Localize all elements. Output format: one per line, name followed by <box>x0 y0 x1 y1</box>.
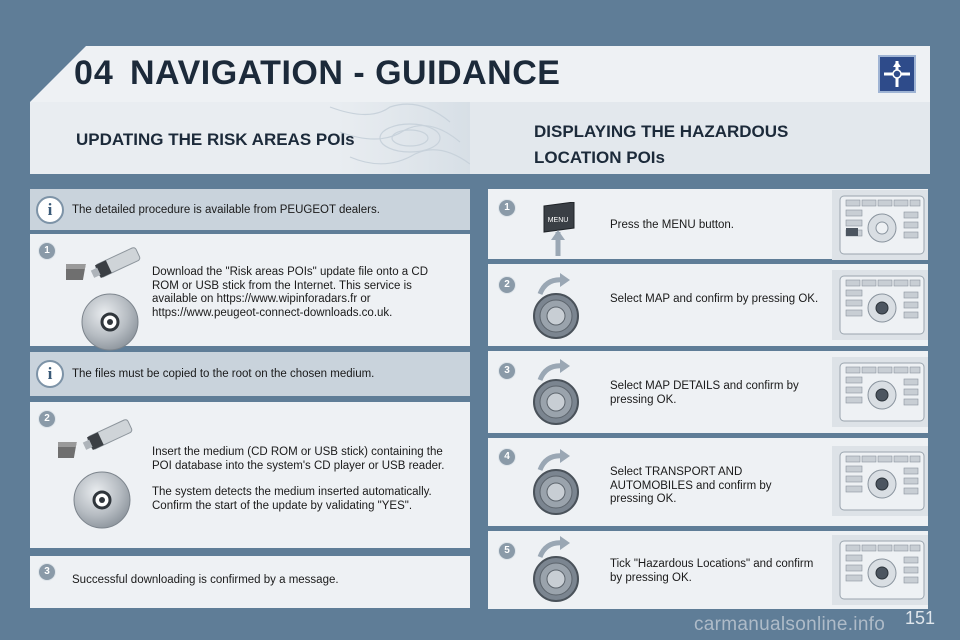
step-text: Select TRANSPORT AND AUTOMOBILES and confirm by pressing OK. <box>610 466 772 505</box>
step-text: Insert the medium (CD ROM or USB stick) containing the POI database into the system's CD player or USB reader. <box>152 446 445 472</box>
step-badge: 5 <box>498 542 516 560</box>
step-badge: 1 <box>498 199 516 217</box>
step-text: Select MAP DETAILS and confirm by pressing OK. <box>610 380 799 406</box>
audio-panel-icon <box>832 357 928 427</box>
info-icon: i <box>36 360 64 388</box>
info-text: The detailed procedure is available from PEUGEOT dealers. <box>72 204 380 216</box>
info-icon: i <box>36 196 64 224</box>
step-badge: 3 <box>498 362 516 380</box>
step-text: Press the MENU button. <box>610 219 734 231</box>
cd-disc-icon <box>70 468 134 537</box>
cd-disc-icon <box>78 290 142 359</box>
step-badge: 2 <box>38 410 56 428</box>
menu-key-label: MENU <box>547 217 569 224</box>
step-text: Tick "Hazardous Locations" and confirm by pressing OK. <box>610 558 814 584</box>
step-badge: 2 <box>498 276 516 294</box>
rotary-dial-icon <box>530 446 582 523</box>
menu-key-icon <box>540 202 580 263</box>
watermark: carmanualsonline.info <box>694 614 886 635</box>
rotary-dial-icon <box>530 533 582 610</box>
step-text: The system detects the medium inserted automatically. Confirm the start of the update by validating "YES". <box>152 486 432 512</box>
step-badge: 4 <box>498 448 516 466</box>
rotary-dial-icon <box>530 270 582 347</box>
step-text: Successful downloading is confirmed by a message. <box>72 574 339 586</box>
rotary-dial-icon <box>530 356 582 433</box>
info-text: The files must be copied to the root on the chosen medium. <box>72 368 375 380</box>
section-title-left: UPDATING THE RISK AREAS POIs <box>76 130 355 149</box>
usb-stick-icon <box>58 412 142 467</box>
audio-panel-icon <box>832 190 928 260</box>
chapter-number: 04 <box>74 54 114 92</box>
page-title: NAVIGATION - GUIDANCE <box>130 54 561 92</box>
audio-panel-icon <box>832 270 928 340</box>
page-number: 151 <box>905 608 936 628</box>
section-title-right: DISPLAYING THE HAZARDOUS LOCATION POIs <box>534 122 789 167</box>
audio-panel-icon <box>832 535 928 605</box>
step-badge: 1 <box>38 242 56 260</box>
step-badge: 3 <box>38 563 56 581</box>
step-text: Download the "Risk areas POIs" update file onto a CD ROM or USB stick from the Internet. This service is available on https://www.wipinforadars.fr or https://www.peugeot-connect-downloads.co.uk. <box>152 266 428 319</box>
usb-stick-icon <box>66 240 150 289</box>
step-text: Select MAP and confirm by pressing OK. <box>610 293 819 305</box>
audio-panel-icon <box>832 446 928 516</box>
navigation-logo-icon <box>878 55 916 93</box>
